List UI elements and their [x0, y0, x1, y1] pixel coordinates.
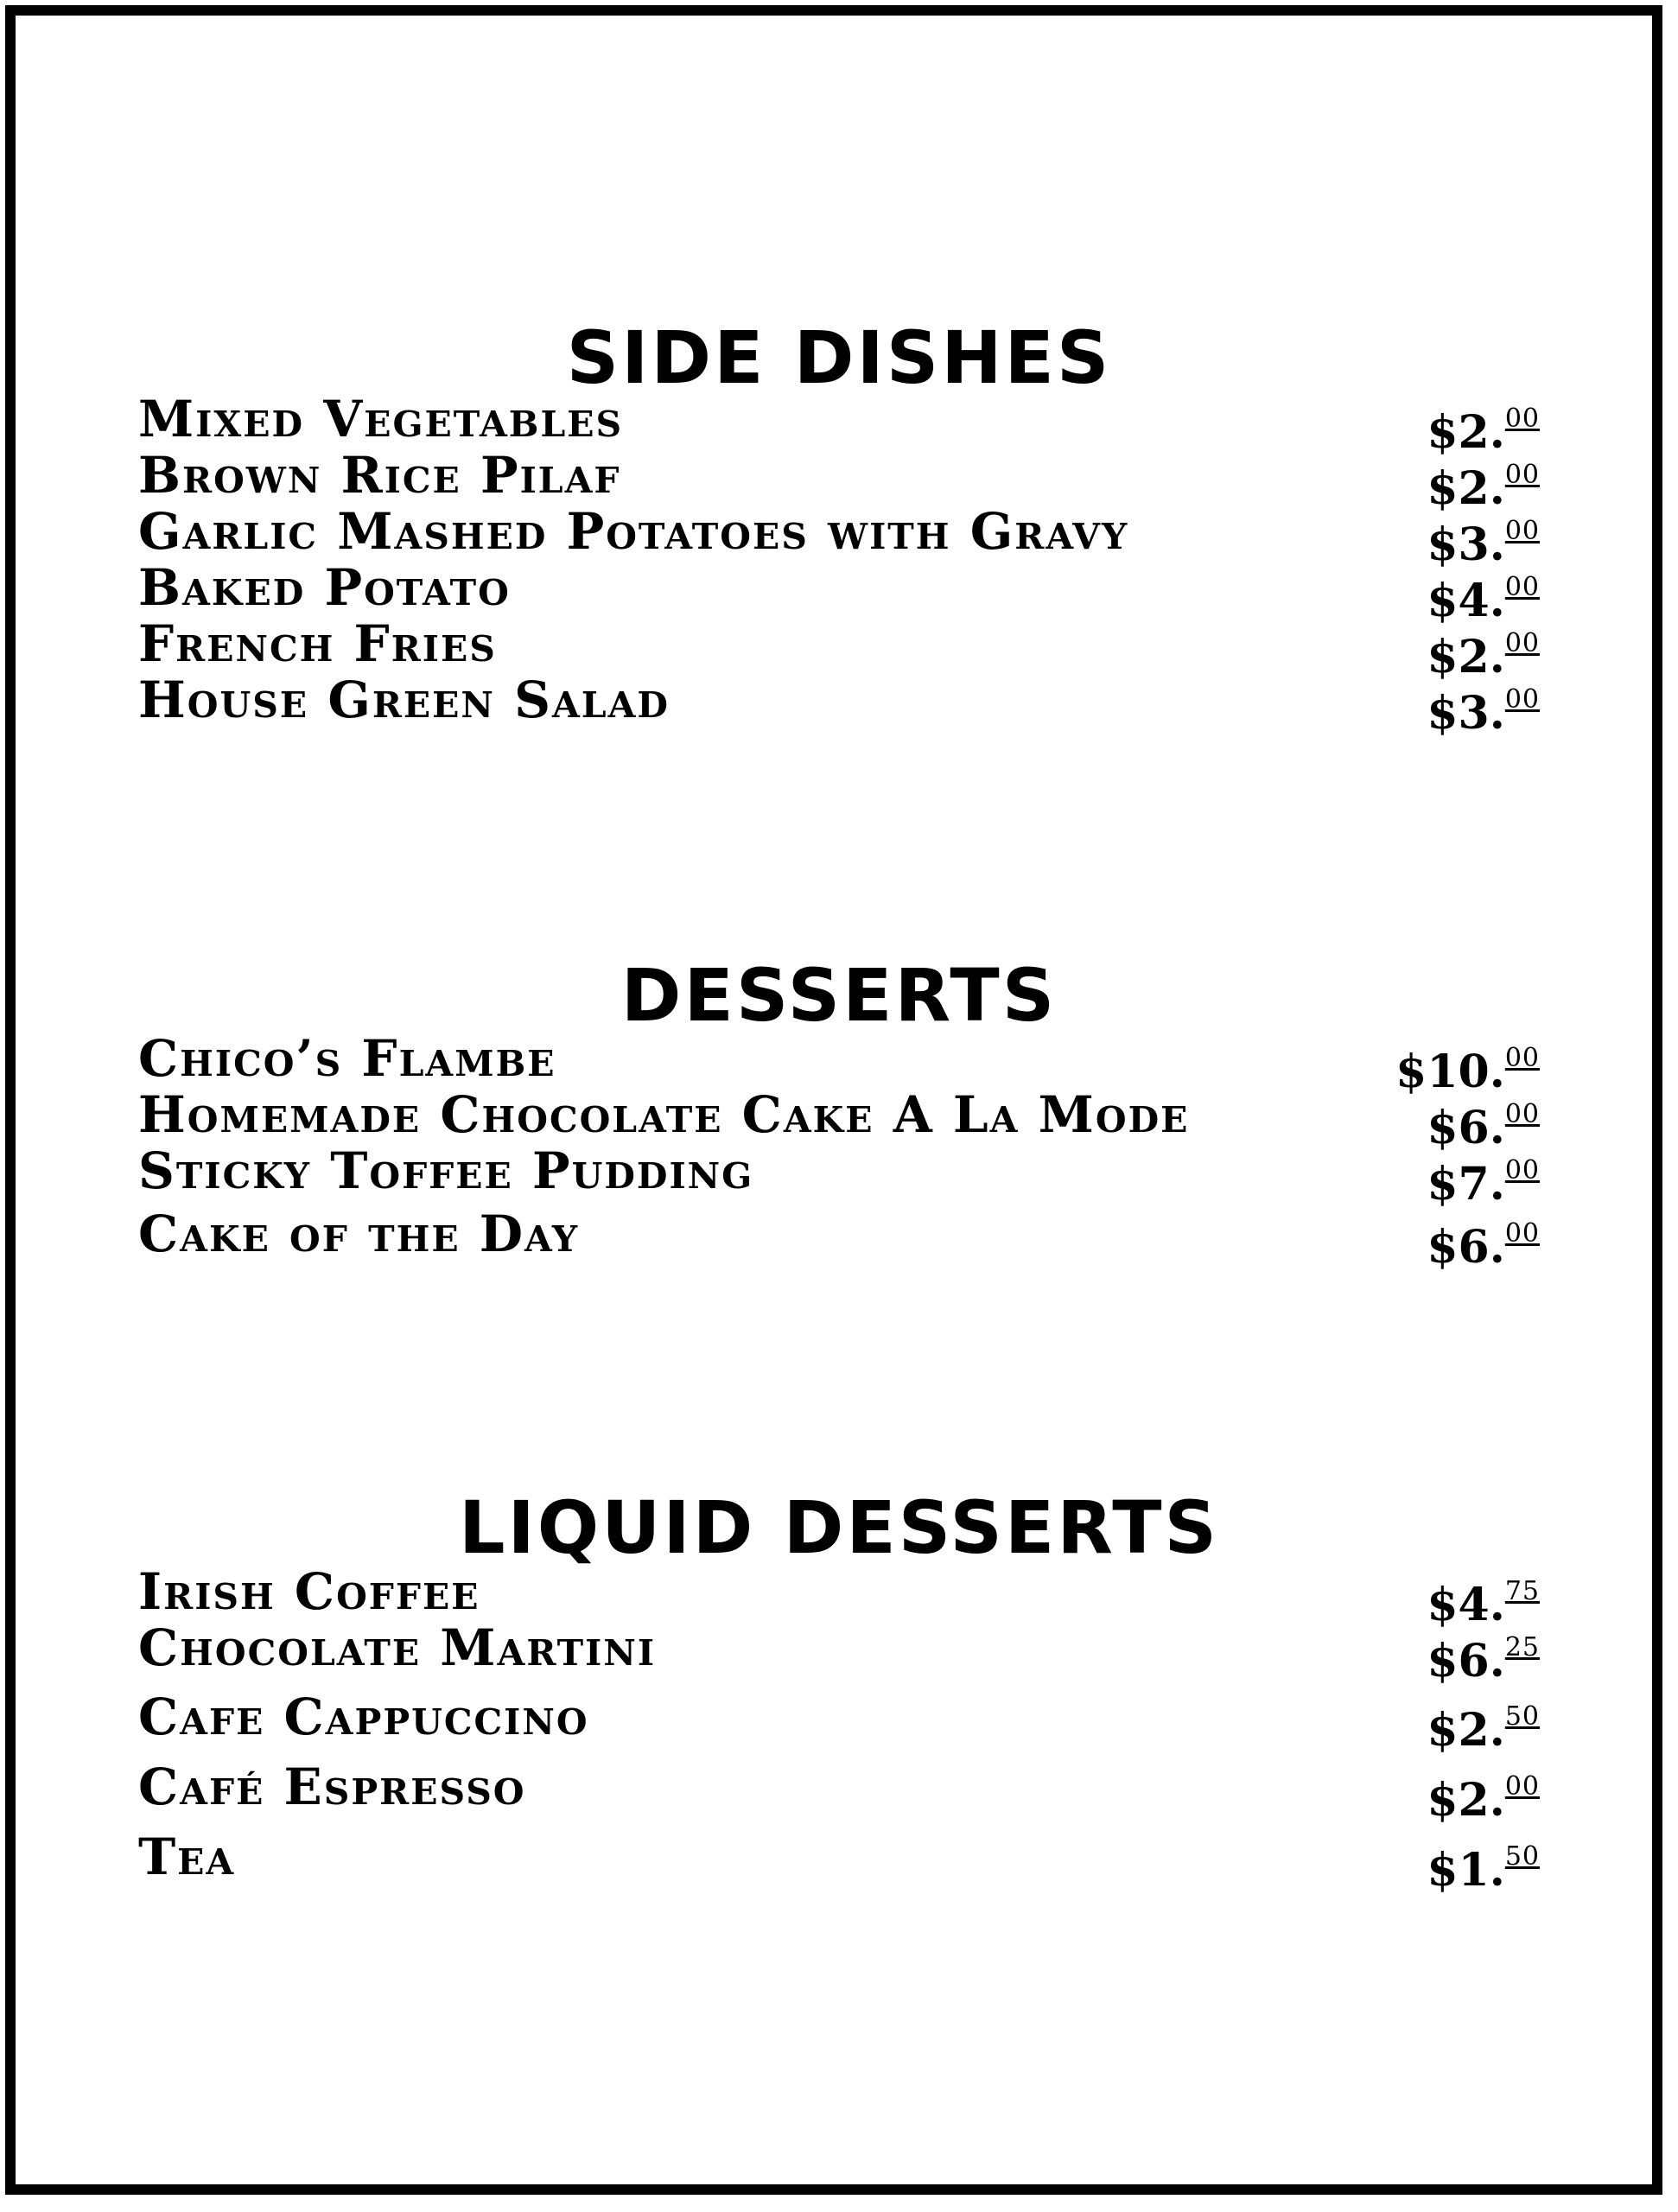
price-whole: $4. [1427, 1579, 1505, 1631]
menu-item [138, 1562, 1540, 1631]
item-name: House Green Salad [138, 671, 670, 729]
price-cents: 25 [1504, 1632, 1540, 1662]
section-title-desserts: DESSERTS [620, 953, 1058, 1038]
menu-item [138, 1827, 1540, 1897]
menu-item [138, 614, 1540, 683]
price-whole: $2. [1427, 462, 1505, 515]
price-whole: $10. [1395, 1046, 1505, 1098]
item-name: Mixed Vegetables [138, 390, 624, 448]
menu-item [138, 1688, 1540, 1757]
item-name: Irish Coffee [138, 1562, 480, 1621]
price-whole: $6. [1427, 1102, 1505, 1154]
price-whole: $3. [1427, 687, 1505, 740]
item-name: Chico’s Flambe [138, 1029, 556, 1088]
item-name: Garlic Mashed Potatoes with Gravy [138, 502, 1129, 561]
price-cents: 00 [1504, 628, 1540, 658]
price-cents: 00 [1504, 1099, 1540, 1129]
item-name: Cafe Cappuccino [138, 1688, 589, 1746]
price-whole: $3. [1427, 518, 1505, 571]
item-name: Café Espresso [138, 1758, 526, 1816]
price-whole: $2. [1427, 631, 1505, 683]
price-whole: $6. [1427, 1635, 1505, 1688]
item-name: Chocolate Martini [138, 1618, 657, 1677]
menu-item [138, 1085, 1540, 1154]
price-cents: 00 [1504, 1771, 1540, 1802]
menu-item [138, 1758, 1540, 1827]
section-title-liquid-desserts: LIQUID DESSERTS [458, 1485, 1220, 1570]
price-whole: $1. [1427, 1844, 1505, 1897]
menu-item [138, 1141, 1540, 1211]
menu-item [138, 558, 1540, 627]
item-name: Brown Rice Pilaf [138, 446, 621, 505]
item-name: Sticky Toffee Pudding [138, 1141, 754, 1200]
item-price [1427, 1145, 1540, 1211]
price-whole: $2. [1427, 406, 1505, 459]
item-name: Baked Potato [138, 558, 511, 617]
price-whole: $6. [1427, 1221, 1505, 1274]
item-name: French Fries [138, 614, 497, 673]
price-cents: 00 [1504, 572, 1540, 602]
menu-item [138, 1029, 1540, 1098]
price-whole: $4. [1427, 575, 1505, 627]
price-cents: 50 [1504, 1701, 1540, 1732]
menu-item [138, 671, 1540, 740]
price-cents: 75 [1504, 1576, 1540, 1606]
item-price [1427, 1761, 1540, 1827]
item-price [1427, 1691, 1540, 1757]
price-cents: 00 [1504, 1155, 1540, 1185]
item-name: Tea [138, 1827, 236, 1886]
item-price [1427, 1208, 1540, 1274]
menu-item [138, 390, 1540, 459]
menu-item [138, 1205, 1540, 1274]
item-price [1427, 1831, 1540, 1897]
price-whole: $2. [1427, 1704, 1505, 1757]
price-cents: 00 [1504, 1218, 1540, 1249]
menu-item [138, 446, 1540, 515]
item-price [1427, 674, 1540, 740]
item-price [1427, 1622, 1540, 1688]
price-cents: 00 [1504, 1043, 1540, 1073]
item-name: Homemade Chocolate Cake A La Mode [138, 1085, 1190, 1144]
price-cents: 00 [1504, 404, 1540, 434]
price-cents: 00 [1504, 460, 1540, 490]
price-whole: $2. [1427, 1774, 1505, 1827]
menu-item [138, 1618, 1540, 1688]
price-cents: 00 [1504, 516, 1540, 546]
price-cents: 00 [1504, 684, 1540, 715]
price-whole: $7. [1427, 1158, 1505, 1211]
section-title-side-dishes: SIDE DISHES [566, 315, 1112, 400]
item-name: Cake of the Day [138, 1205, 580, 1263]
price-cents: 50 [1504, 1841, 1540, 1872]
menu-item [138, 502, 1540, 571]
